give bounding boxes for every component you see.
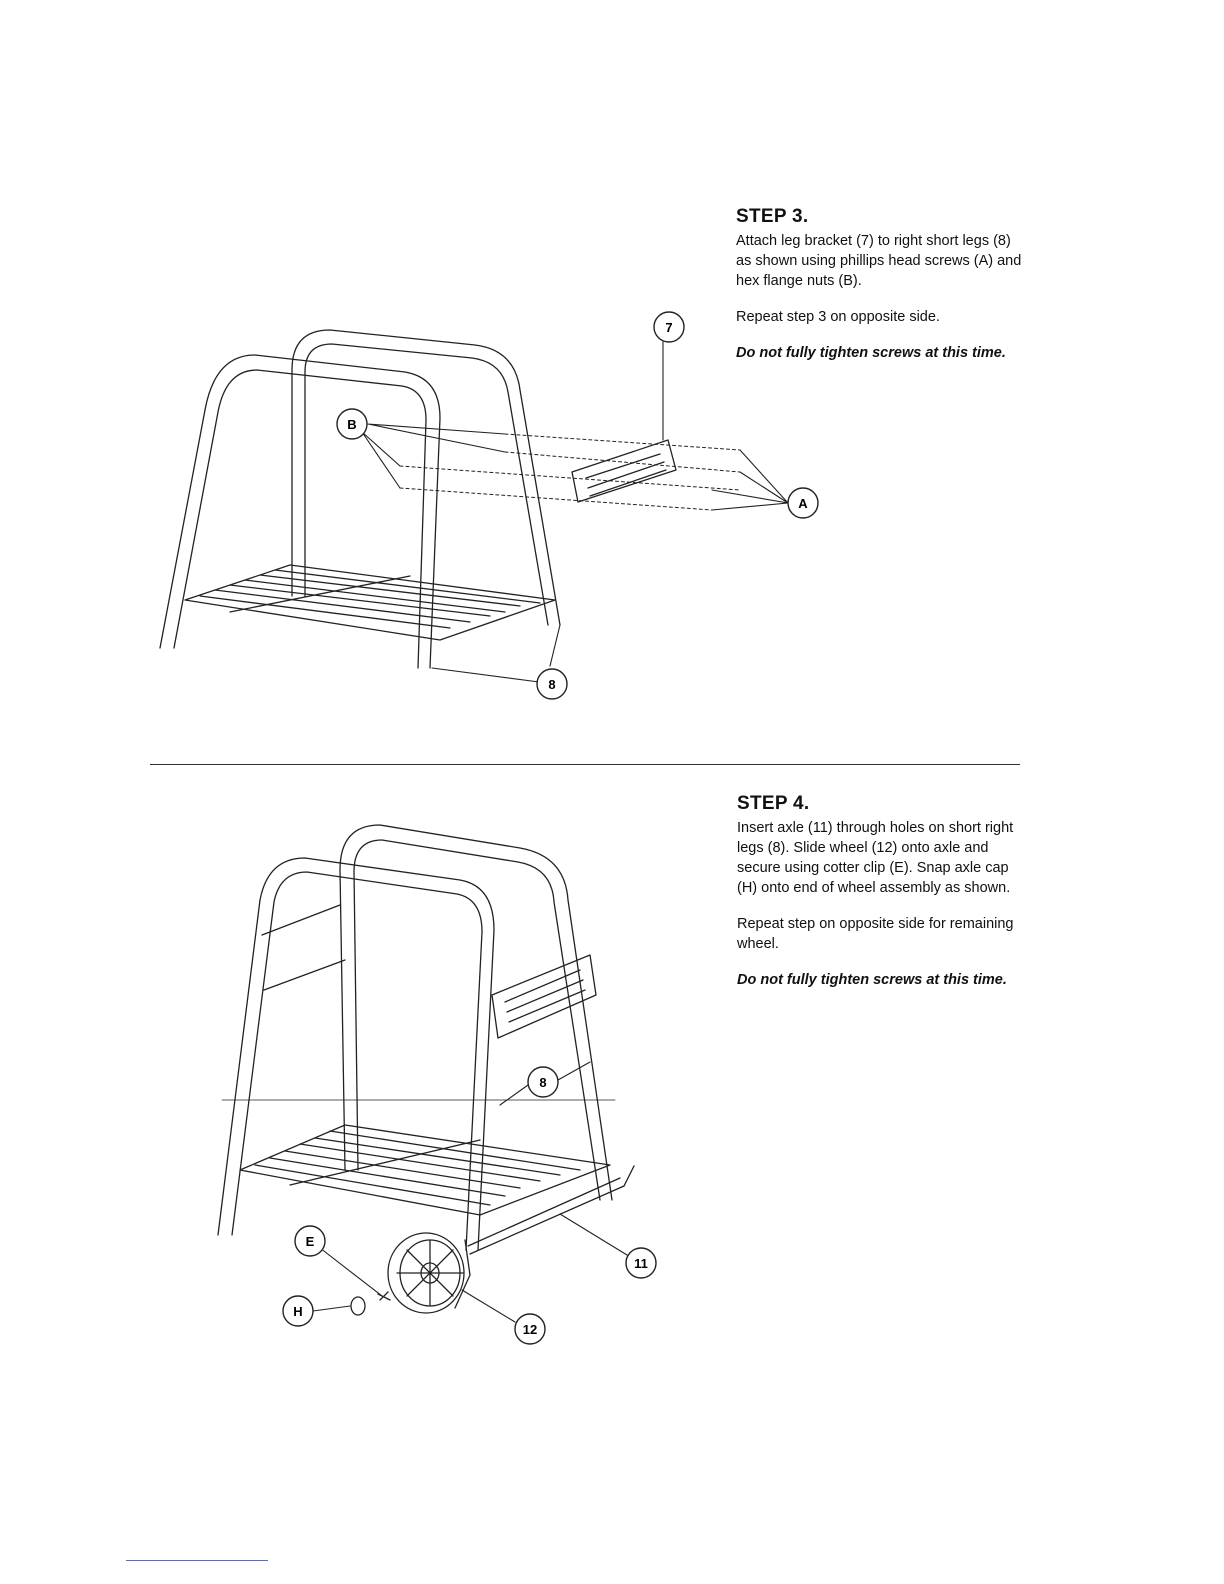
callout-8-step4 [528, 1067, 558, 1097]
step-3-warning: Do not fully tighten screws at this time. [736, 345, 1006, 361]
step-3-instructions: Attach leg bracket (7) to right short legs (8) as shown using phillips head screws (A) and hex flange nuts (B). [736, 233, 1022, 289]
callout-11-label: 11 [634, 1256, 648, 1271]
callout-a-label: A [798, 496, 808, 511]
step-4-warning: Do not fully tighten screws at this time. [737, 972, 1007, 988]
step-3-repeat-note: Repeat step 3 on opposite side. [736, 309, 940, 325]
callout-b-label: B [347, 417, 357, 432]
step-3-title: STEP 3. [736, 206, 809, 227]
step-4-title: STEP 4. [737, 793, 810, 814]
step-4-instructions: Insert axle (11) through holes on short right legs (8). Slide wheel (12) onto axle and secure using cotter clip (E). Snap axle cap (H) onto end of wheel assembly as shown. [737, 820, 1014, 896]
callout-8-step4-label: 8 [539, 1075, 547, 1090]
callout-12-label: 12 [522, 1322, 538, 1337]
callout-7-label: 7 [665, 320, 673, 335]
callout-12 [515, 1314, 545, 1344]
callout-e-label: E [305, 1234, 315, 1249]
callout-11 [626, 1248, 656, 1278]
callout-h-label: H [293, 1304, 303, 1319]
footer-rule [126, 1560, 268, 1561]
callout-h [283, 1296, 313, 1326]
step-4-repeat-note: Repeat step on opposite side for remaining wheel. [737, 916, 1014, 952]
callout-e [295, 1226, 325, 1256]
callout-8-step3-label: 8 [548, 677, 556, 692]
